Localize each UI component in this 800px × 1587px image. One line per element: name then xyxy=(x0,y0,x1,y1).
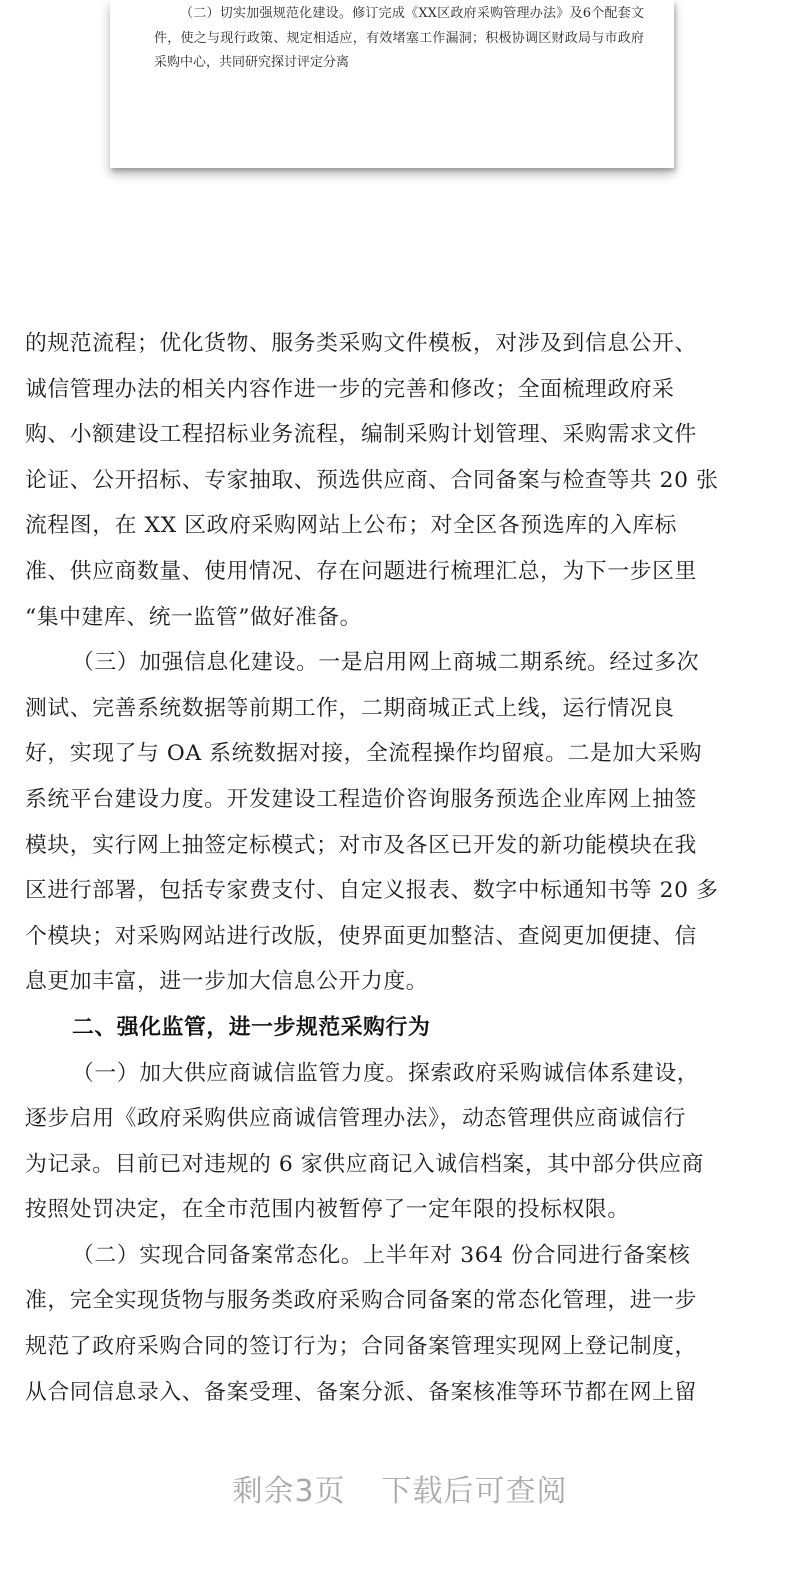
paragraph-block-4 xyxy=(25,1233,770,1415)
text-line: 息更加丰富，进一步加大信息公开力度。 xyxy=(25,969,429,995)
text-line: 的规范流程；优化货物、服务类采购文件模板，对涉及到信息公开、 xyxy=(25,331,697,356)
paragraph-block-1 xyxy=(25,321,770,640)
text-line: 为记录。目前已对违规的 6 家供应商记入诚信档案，其中部分供应商 xyxy=(25,1151,705,1177)
paragraph-block-2 xyxy=(25,640,770,1005)
paragraph-block-3 xyxy=(25,1051,770,1233)
text-line: 流程图，在 XX 区政府采购网站上公布；对全区各预选库的入库标 xyxy=(25,513,678,539)
text-line: 购、小额建设工程招标业务流程，编制采购计划管理、采购需求文件 xyxy=(25,422,697,448)
download-to-view-label: 下载后可查阅 xyxy=(381,1474,568,1509)
section-heading: 二、强化监管，进一步规范采购行为 xyxy=(72,1014,431,1040)
text-line: （二）实现合同备案常态化。上半年对 364 份合同进行备案核 xyxy=(72,1242,691,1268)
text-line: 准，完全实现货物与服务类政府采购合同备案的常态化管理，进一步 xyxy=(25,1288,697,1314)
download-to-view-prompt[interactable] xyxy=(0,1462,800,1522)
preview-page-card xyxy=(110,0,674,168)
text-line: 模块，实行网上抽签定标模式；对市及各区已开发的新功能模块在我 xyxy=(25,832,697,858)
text-line: 好，实现了与 OA 系统数据对接，全流程操作均留痕。二是加大采购 xyxy=(25,741,702,767)
text-line: 系统平台建设力度。开发建设工程造价咨询服务预选企业库网上抽签 xyxy=(25,786,697,812)
preview-paragraph: （二）切实加强规范化建设。修订完成《XX区政府采购管理办法》及6个配套文件，使之与现行政策、规定相适应，有效堵塞工作漏洞；积极协调区财政局与市政府采购中心，共同研究探讨评定分离 xyxy=(154,6,645,70)
text-line: （三）加强信息化建设。一是启用网上商城二期系统。经过多次 xyxy=(72,650,700,676)
text-line: 区进行部署，包括专家费支付、自定义报表、数字中标通知书等 20 多 xyxy=(25,878,719,904)
text-line: 诚信管理办法的相关内容作进一步的完善和修改；全面梳理政府采 xyxy=(25,376,675,402)
text-line: “集中建库、统一监管”做好准备。 xyxy=(25,604,363,630)
text-line: （一）加大供应商诚信监管力度。探索政府采购诚信体系建设， xyxy=(72,1060,700,1086)
text-line: 准、供应商数量、使用情况、存在问题进行梳理汇总，为下一步区里 xyxy=(25,558,697,584)
text-line: 从合同信息录入、备案受理、备案分派、备案核准等环节都在网上留 xyxy=(25,1379,697,1405)
text-line: 个模块；对采购网站进行改版，使界面更加整洁、查阅更加便捷、信 xyxy=(25,923,697,949)
text-line: 逐步启用《政府采购供应商诚信管理办法》，动态管理供应商诚信行 xyxy=(25,1106,687,1132)
text-line: 论证、公开招标、专家抽取、预选供应商、合同备案与检查等共 20 张 xyxy=(25,467,719,493)
document-body xyxy=(25,321,770,1415)
remaining-pages-label: 剩余3页 xyxy=(232,1474,346,1509)
text-line: 规范了政府采购合同的签订行为；合同备案管理实现网上登记制度， xyxy=(25,1334,697,1360)
text-line: 测试、完善系统数据等前期工作，二期商城正式上线，运行情况良 xyxy=(25,695,675,721)
text-line: 按照处罚决定，在全市范围内被暂停了一定年限的投标权限。 xyxy=(25,1197,630,1223)
